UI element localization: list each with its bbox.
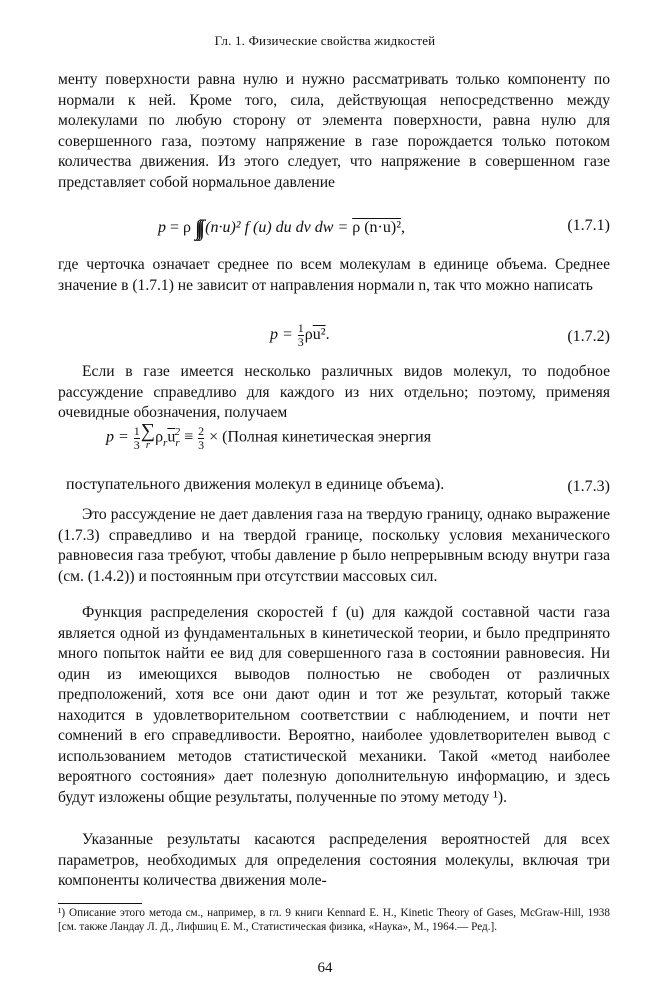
eq3-fraction-2 — [198, 425, 204, 452]
eq3-text-line-1: × (Полная кинетическая энергия — [205, 428, 432, 446]
eq3-fraction-1 — [134, 425, 140, 452]
eq1-tail: , — [401, 219, 405, 236]
eq3-rho-subscript: r — [163, 436, 168, 449]
eq1-eq: = ρ — [166, 219, 196, 236]
eq3-text-line-2: поступательного движения молекул в единице объема). — [66, 476, 445, 493]
footnote-rule — [58, 903, 142, 904]
eq3-frac1-num: 1 — [133, 423, 140, 438]
equation-number-1-7-2: (1.7.2) — [567, 328, 610, 345]
sum-index: r — [145, 439, 151, 451]
paragraph-3: Если в газе имеется несколько различных видов молекул, то подобное рассуждение справедливо для каждого из них отдельно; поэтому, применяя очевидные обозначения, получаем — [58, 363, 610, 421]
running-header: Гл. 1. Физические свойства жидкостей — [214, 33, 436, 48]
eq1-overlined-term: ρ (n·u)² — [352, 219, 401, 236]
eq3-frac1-den: 3 — [133, 437, 140, 452]
equation-1-7-3-formula — [106, 420, 432, 452]
sum-sign: ∑ — [140, 420, 156, 442]
eq2-tail: . — [325, 326, 330, 344]
eq3-equiv: ≡ — [180, 428, 198, 446]
eq3-frac2-den: 3 — [198, 437, 205, 452]
eq3-rho: ρ — [155, 428, 164, 446]
eq3-frac2-num: 2 — [198, 423, 205, 438]
eq2-fraction — [298, 322, 304, 349]
equation-1-7-1-formula — [158, 215, 405, 241]
eq1-integrand: (n·u)² f (u) du dv dw = — [205, 219, 353, 236]
equation-1-7-1 — [58, 215, 610, 245]
eq3-u-subscript: r — [175, 436, 180, 449]
eq2-frac-den: 3 — [297, 335, 304, 349]
eq2-rho: ρ — [304, 326, 313, 344]
paragraph-4: Это рассуждение не дает давления газа на твердую границу, однако выражение (1.7.3) справедливо и на твердой границе, поскольку условия механического равновесия газа требуют, чтобы давление p было непрерывным всюду внутри газа (см. (1.4.2)) и постоянным при отсутствии массовых сил. — [58, 506, 610, 585]
equation-number-1-7-3: (1.7.3) — [567, 478, 610, 495]
equation-1-7-3-line-1 — [58, 420, 610, 470]
eq3-overlined-u: $\overline{u}$ — [167, 428, 176, 446]
eq3-u-superscript: 2 — [174, 426, 181, 439]
eq2-lhs: p = — [270, 326, 297, 344]
paragraph-6: Указанные результаты касаются распределения вероятностей для всех параметров, необходимых для определения состояния молекулы, включая три компоненты количества движения моле- — [58, 831, 610, 889]
equation-1-7-3-line-2 — [58, 476, 610, 506]
eq1-integral-sign: ∫∫∫ — [195, 215, 202, 240]
paragraph-2: где черточка означает среднее по всем молекулам в единице объема. Среднее значение в (1.7.1) не зависит от направления нормали n, так что можно написать — [58, 256, 610, 294]
eq1-lhs: p — [158, 219, 166, 236]
eq3-sum — [140, 420, 156, 452]
eq2-overlined-term: u² — [312, 326, 326, 344]
paragraph-1: менту поверхности равна нулю и нужно рассматривать только компоненту по нормали к ней. Кроме того, сила, действующая непосредственно между молекулами по любую сторону от элемента поверхности, равна нулю для совершенного газа, поэтому напряжение в газе порождается только потоком количества движения. Из этого следует, что напряжение в совершенном газе представляет собой нормальное давление — [58, 71, 610, 191]
footnote: ¹) Описание этого метода см., например, в гл. 9 книги Kennard E. H., Kinetic Theory of Gases, McGraw-Hill, 1938 [см. также Ландау Л. Д., Лифшиц Е. М., Статистическая физика, «Наука», М., 1964.— Ред.]. — [58, 907, 610, 933]
paragraph-5: Функция распределения скоростей f (u) для каждой составной части газа является одной из фундаментальных в кинетической теории, и было предпринято много попыток найти ее вид для совершенного газа в состоянии равновесия. Ни один из имеющихся выводов полностью не свободен от различных предположений, хотя все они дают один и тот же результат, который также находится в удовлетворительном соответствии с наблюдением, и почти нет сомнений в его справедливости. Вероятно, наиболее удовлетворителен вывод с использованием методов статистической механики. Такой «метод наиболее вероятного состояния» дает полезную дополнительную информацию, и здесь будут изложены общие результаты, полученные по этому методу ¹). — [58, 604, 610, 806]
eq2-frac-num: 1 — [297, 321, 304, 335]
equation-1-7-2-formula — [270, 322, 330, 349]
equation-1-7-2 — [58, 322, 610, 352]
eq3-lhs: p = — [106, 428, 133, 446]
page-number: 64 — [317, 960, 333, 976]
equation-number-1-7-1: (1.7.1) — [567, 217, 610, 234]
